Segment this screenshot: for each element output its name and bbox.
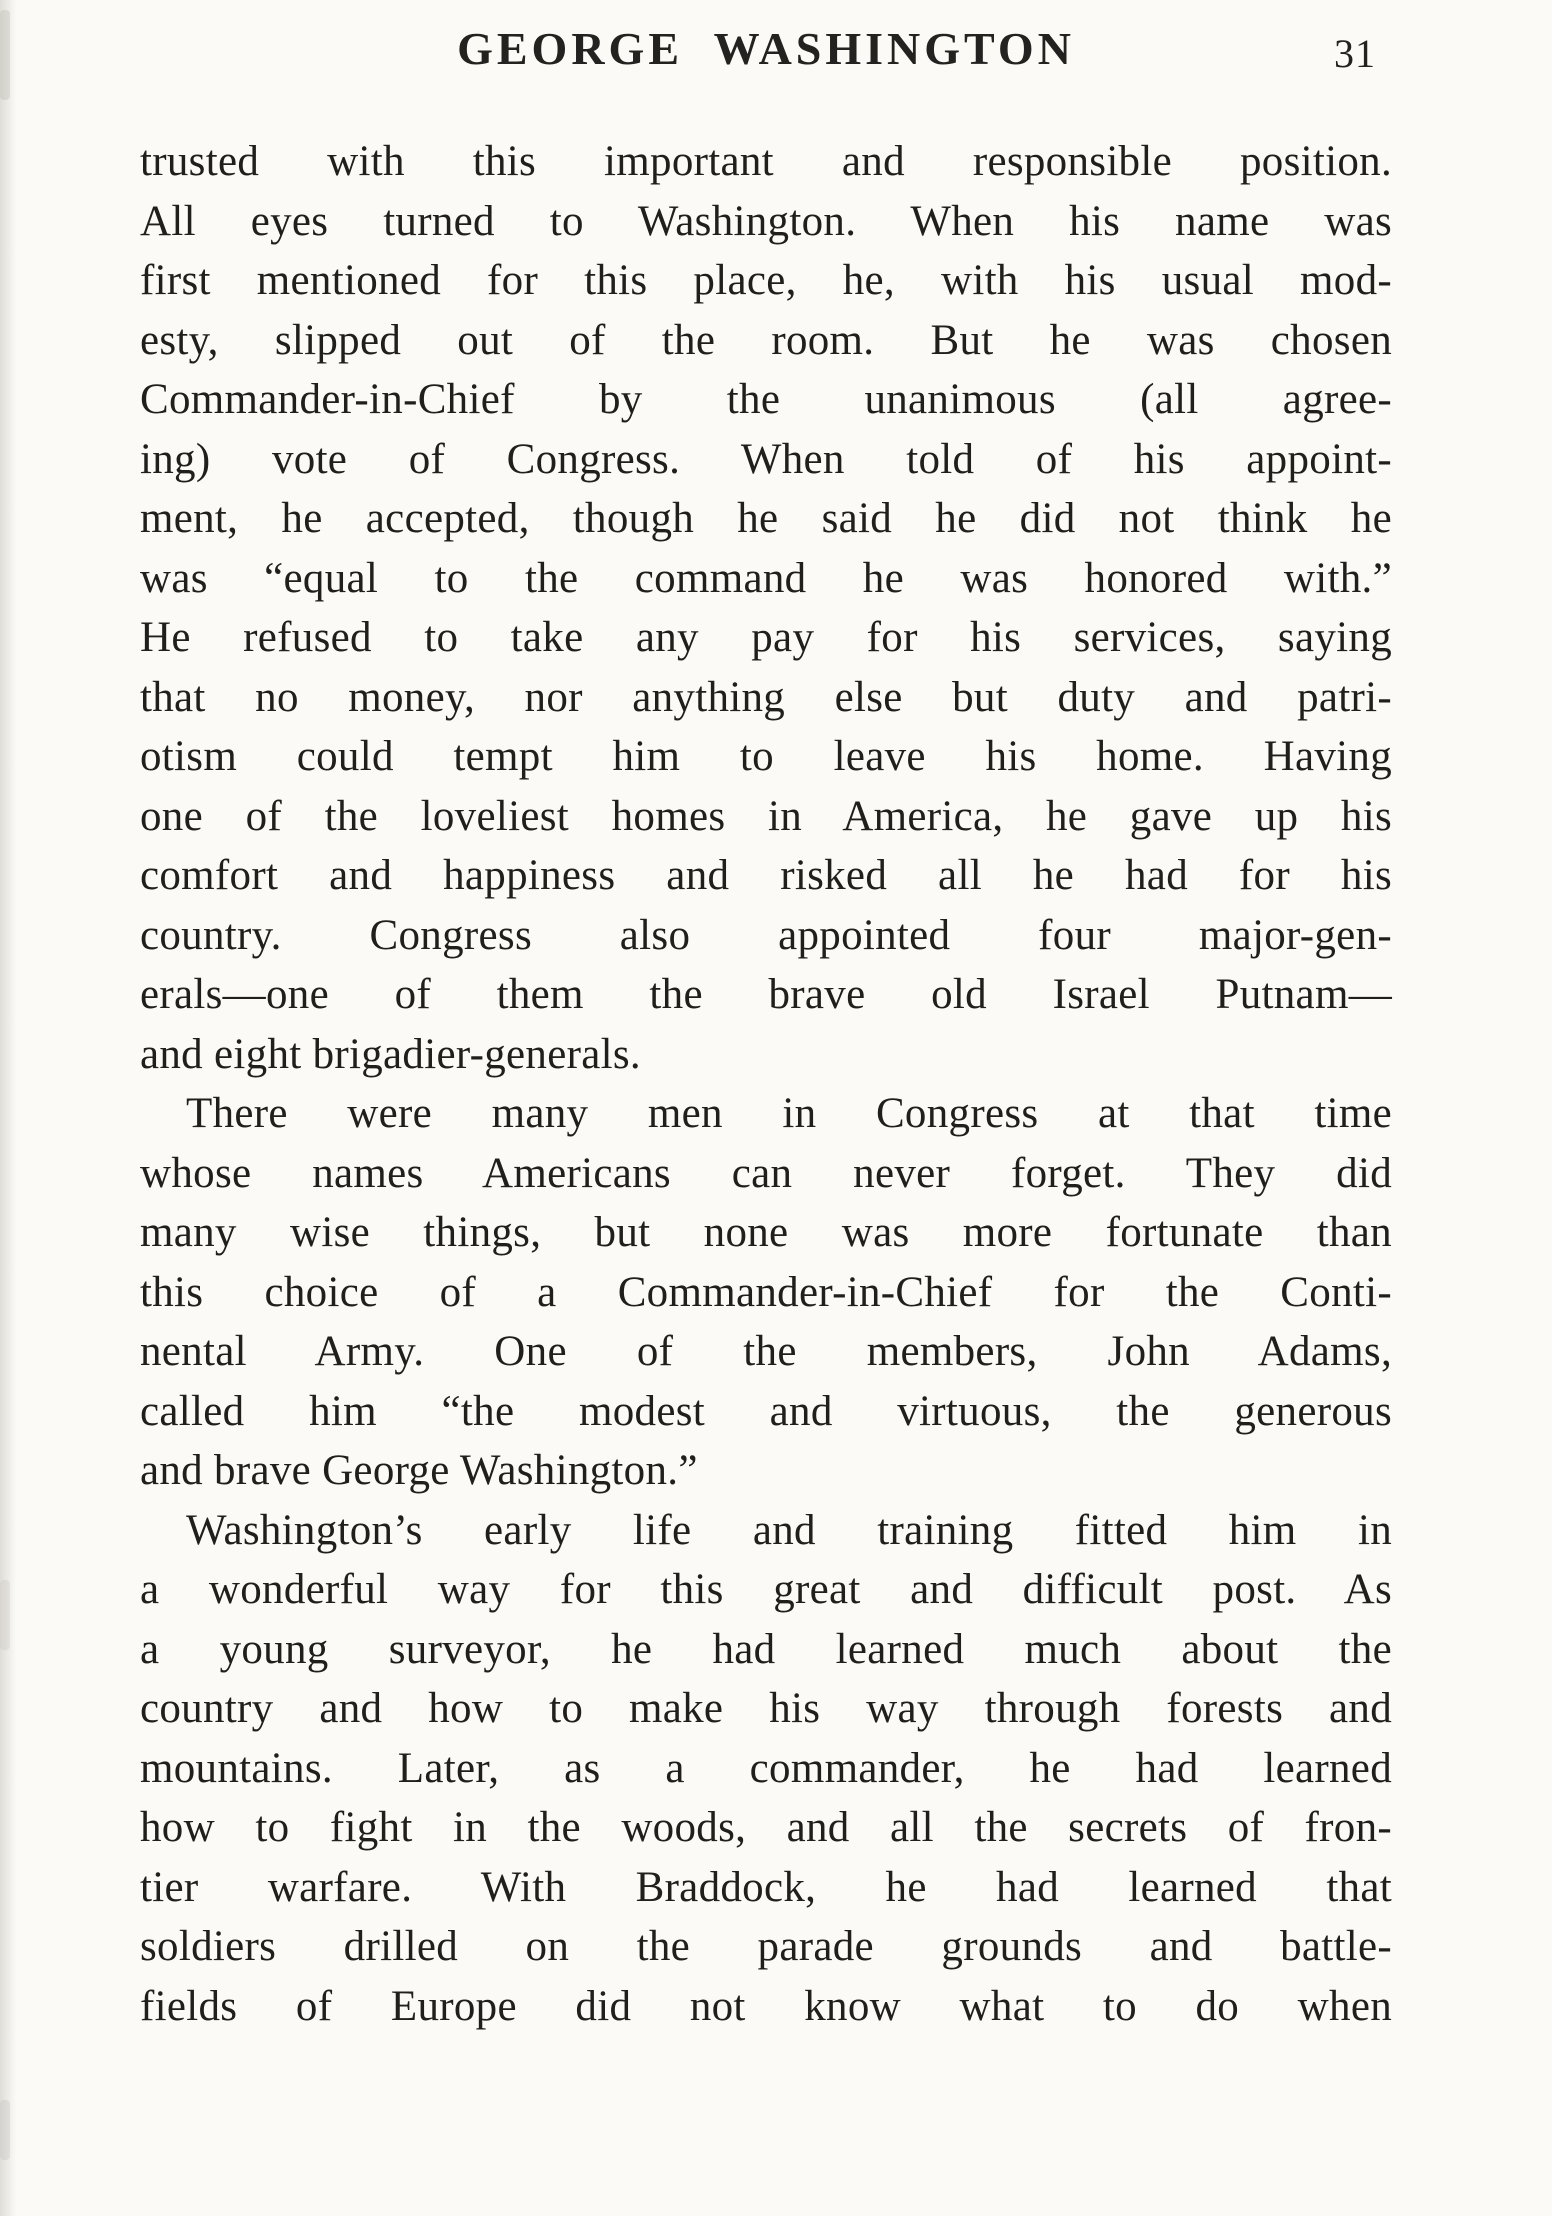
page-number: 31 (1334, 31, 1376, 76)
text-line: ment, he accepted, though he said he did not think he (140, 495, 1392, 542)
text-line: otism could tempt him to leave his home. Having (140, 733, 1392, 780)
text-line: whose names Americans can never forget. They did (140, 1149, 1392, 1197)
text-line: Washington’s early life and training fitted him in (186, 1506, 1392, 1554)
page-title: GEORGE WASHINGTON (457, 23, 1075, 74)
scan-edge-shadow (0, 0, 16, 2216)
text-line: how to fight in the woods, and all the secrets of fron- (140, 1804, 1392, 1851)
text-line: soldiers drilled on the parade grounds and battle- (140, 1923, 1392, 1970)
text-line: esty, slipped out of the room. But he was chosen (140, 316, 1392, 364)
text-line: trusted with this important and responsible position. (140, 138, 1392, 185)
text-line: tier warfare. With Braddock, he had learned that (140, 1863, 1392, 1911)
text-line: country and how to make his way through forests and (140, 1685, 1392, 1732)
scan-artifact (0, 1580, 10, 1650)
text-line: There were many men in Congress at that time (186, 1090, 1392, 1137)
text-line: He refused to take any pay for his services, saying (140, 614, 1392, 661)
text-line: first mentioned for this place, he, with his usual mod- (140, 257, 1392, 304)
text-line: nental Army. One of the members, John Adams, (140, 1328, 1392, 1375)
text-line: country. Congress also appointed four major-gen- (140, 911, 1392, 959)
text-line: erals—one of them the brave old Israel Putnam— (140, 971, 1392, 1018)
text-line: comfort and happiness and risked all he had for his (140, 852, 1392, 899)
scan-artifact (0, 10, 10, 100)
text-line: one of the loveliest homes in America, he gave up his (140, 792, 1392, 840)
text-line: many wise things, but none was more fortunate than (140, 1209, 1392, 1256)
text-line: and brave George Washington.” (140, 1447, 698, 1494)
text-line: ing) vote of Congress. When told of his appoint- (140, 435, 1392, 483)
text-line: a wonderful way for this great and difficult post. As (140, 1566, 1392, 1613)
text-line: fields of Europe did not know what to do when (140, 1982, 1392, 2030)
text-line: and eight brigadier-generals. (140, 1030, 641, 1078)
text-line: that no money, nor anything else but duty and patri- (140, 673, 1392, 721)
text-line: Commander-in-Chief by the unanimous (all agree- (140, 376, 1392, 423)
page-header (140, 22, 1392, 92)
text-line: called him “the modest and virtuous, the generous (140, 1387, 1392, 1435)
text-line: was “equal to the command he was honored with.” (140, 554, 1392, 602)
scan-artifact (0, 2100, 10, 2160)
text-line: this choice of a Commander-in-Chief for the Conti- (140, 1268, 1392, 1316)
text-line: All eyes turned to Washington. When his name was (140, 197, 1392, 245)
text-line: mountains. Later, as a commander, he had learned (140, 1744, 1392, 1792)
text-line: a young surveyor, he had learned much about the (140, 1625, 1392, 1673)
text-block (140, 132, 1392, 2036)
